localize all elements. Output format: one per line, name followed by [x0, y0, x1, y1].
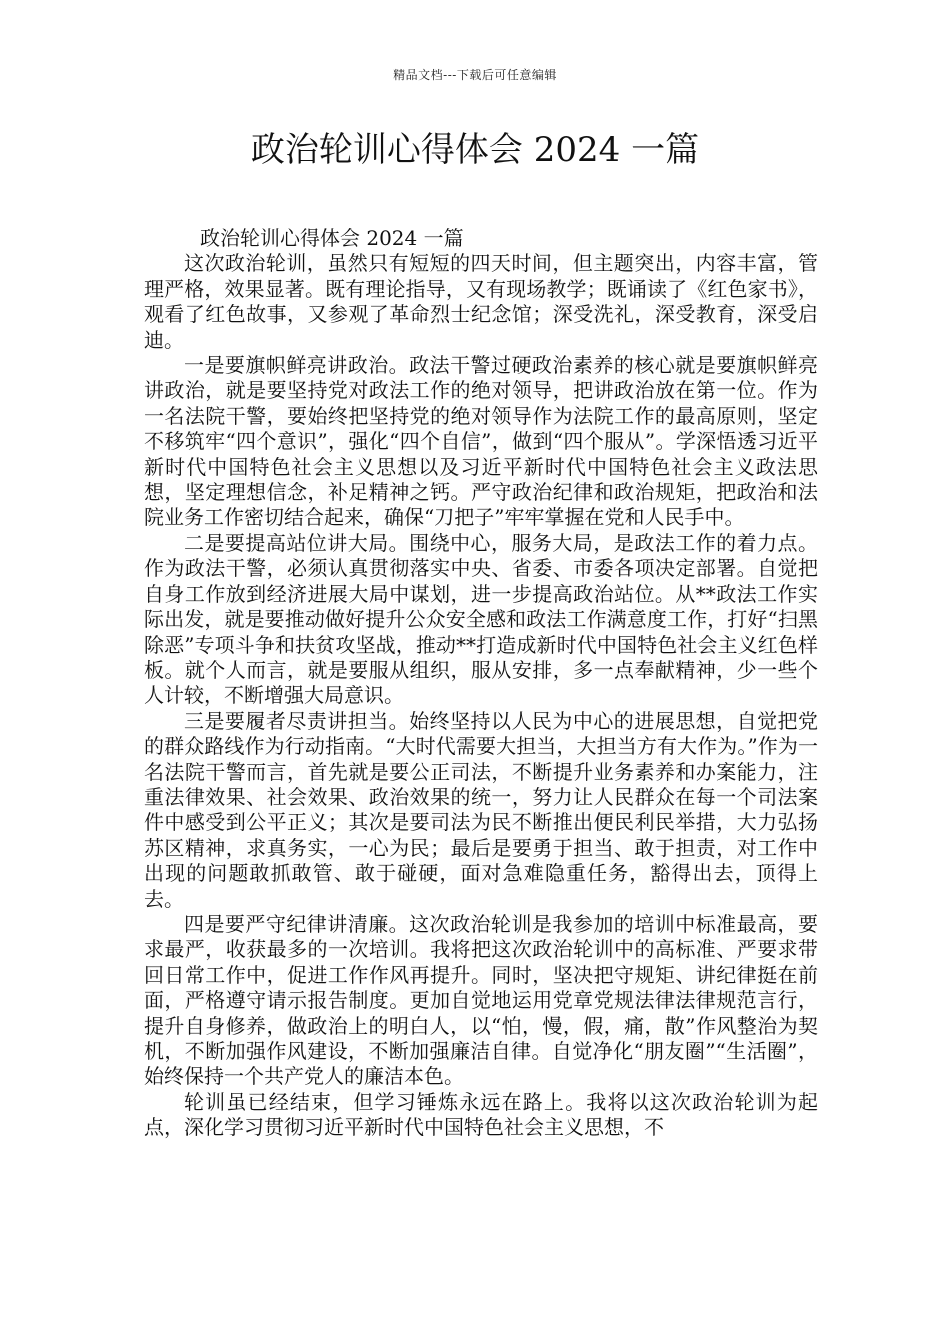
- paragraph-point-3: 三是要履者尽责讲担当。始终坚持以人民为中心的进展思想，自觉把党的群众路线作为行动指南。“大时代需要大担当，大担当方有大作为。”作为一名法院干警而言，首先就是要公正司法，不断提升业务素养和办案能力，注重法律效果、社会效果、政治效果的统一，努力让人民群众在每一个司法案件中感受到公平正义；其次是要司法为民不断推出便民利民举措，大力弘扬苏区精神，求真务实，一心为民；最后是要勇于担当、敢于担责，对工作中出现的问题敢抓敢管、敢于碰硬，面对急难隐重任务，豁得出去，顶得上去。: [144, 708, 818, 911]
- paragraph-point-2: 二是要提高站位讲大局。围绕中心，服务大局，是政法工作的着力点。作为政法干警，必须认真贯彻落实中央、省委、市委各项决定部署。自觉把自身工作放到经济进展大局中谋划，进一步提高政治站位。从**政法工作实际出发，就是要推动做好提升公众安全感和政法工作满意度工作，打好“扫黑除恶”专项斗争和扶贫攻坚战，推动**打造成新时代中国特色社会主义红色样板。就个人而言，就是要服从组织，服从安排，多一点奉献精神，少一些个人计较，不断增强大局意识。: [144, 530, 818, 708]
- paragraph-point-4: 四是要严守纪律讲清廉。这次政治轮训是我参加的培训中标准最高，要求最严，收获最多的一次培训。我将把这次政治轮训中的高标准、严要求带回日常工作中，促进工作作风再提升。同时，坚决把守规矩、讲纪律挺在前面，严格遵守请示报告制度。更加自觉地运用党章党规法律法律规范言行，提升自身修养，做政治上的明白人，以“怕，慢，假，痛，散”作风整治为契机，不断加强作风建设，不断加强廉洁自律。自觉净化“朋友圈”“生活圈”，始终保持一个共产党人的廉洁本色。: [144, 911, 818, 1089]
- paragraph-intro: 这次政治轮训，虽然只有短短的四天时间，但主题突出，内容丰富，管理严格，效果显著。既有理论指导，又有现场教学；既诵读了《红色家书》，观看了红色故事，又参观了革命烈士纪念馆；深受洗礼，深受教育，深受启迪。: [144, 251, 818, 352]
- document-subtitle: 政治轮训心得体会 2024 一篇: [200, 226, 464, 250]
- header-note: 精品文档---下载后可任意编辑: [393, 68, 557, 82]
- paragraph-conclusion: 轮训虽已经结束，但学习锤炼永远在路上。我将以这次政治轮训为起点，深化学习贯彻习近平新时代中国特色社会主义思想，不: [144, 1089, 818, 1140]
- document-body: [144, 226, 818, 1141]
- paragraph-point-1: 一是要旗帜鲜亮讲政治。政法干警过硬政治素养的核心就是要旗帜鲜亮讲政治，就是要坚持党对政法工作的绝对领导，把讲政治放在第一位。作为一名法院干警，要始终把坚持党的绝对领导作为法院工作的最高原则，坚定不移筑牢“四个意识”，强化“四个自信”，做到“四个服从”。学深悟透习近平新时代中国特色社会主义思想以及习近平新时代中国特色社会主义政法思想，坚定理想信念，补足精神之钙。严守政治纪律和政治规矩，把政治和法院业务工作密切结合起来，确保“刀把子”牢牢掌握在党和人民手中。: [144, 353, 818, 530]
- document-title: 政治轮训心得体会 2024 一篇: [250, 130, 700, 170]
